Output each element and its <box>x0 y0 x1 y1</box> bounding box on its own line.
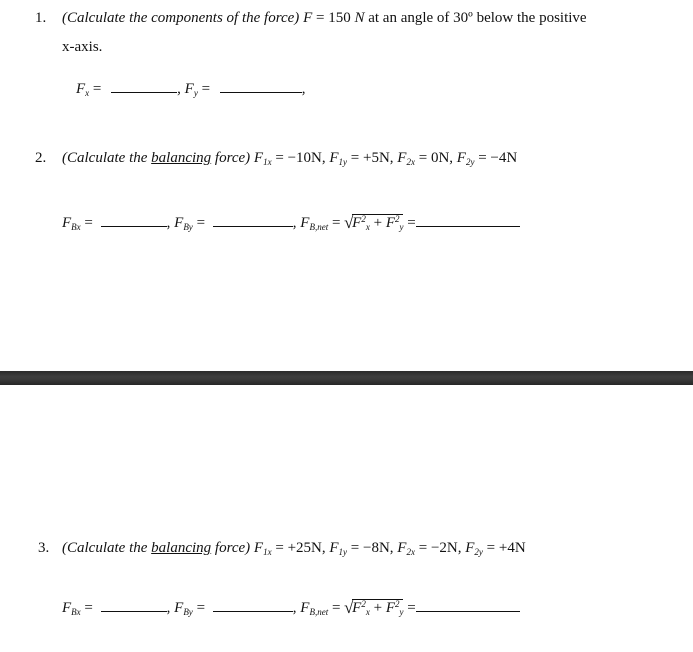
q1-lead: (Calculate the components of the force) <box>62 10 300 26</box>
q2-sqrt-eq: = <box>407 215 416 231</box>
q1-equals: = <box>315 10 325 26</box>
q2-fby-eq: = <box>196 215 206 231</box>
fx-label: $F_x$ <box>76 81 90 98</box>
q2-f1x-value: −10N, <box>287 150 326 166</box>
q2-fbx-eq: = <box>84 215 93 231</box>
q3-f2y-value: +4N <box>498 540 526 556</box>
q1-number: 1. <box>35 10 47 26</box>
q2-f2x-value: 0N, <box>430 150 454 166</box>
q1-prompt <box>62 11 587 26</box>
q2-eq2: = <box>350 150 360 166</box>
q3-fbnet-label: $F_{B,net}$ <box>300 600 329 617</box>
q2-f2y-value: −4N <box>490 150 518 166</box>
q2-lead-word: balancing <box>151 150 212 166</box>
page-divider <box>0 371 693 385</box>
q2-number: 2. <box>35 150 47 166</box>
q2-fbx-blank[interactable] <box>101 225 167 227</box>
q3-lead-close: force) <box>214 540 251 556</box>
q3-fby-label: $F_{By}$ <box>174 600 193 617</box>
q3-lead-word: balancing <box>151 540 212 556</box>
q3-fbnet-blank[interactable] <box>416 610 520 612</box>
q3-fbx-eq: = <box>84 600 93 616</box>
q2-sqrt-expression: √ $F^2_x + F^2_y$ <box>344 213 404 232</box>
q2-f1y-value: +5N, <box>363 150 394 166</box>
q2-eq3: = <box>418 150 428 166</box>
q2-fbx-label: $F_{Bx}$ <box>62 215 81 232</box>
q3-fbnet-eq: = <box>331 600 341 616</box>
fy-comma: , <box>301 81 306 97</box>
q3-eq1: = <box>275 540 284 556</box>
q3-f2x: $F_{2x}$ <box>397 540 415 557</box>
q3-f2y: $F_{2y}$ <box>465 540 483 557</box>
fx-answer-blank[interactable] <box>111 91 177 93</box>
q3-fby-blank[interactable] <box>213 610 293 612</box>
sqrt-icon: √ <box>344 213 354 232</box>
q3-f2x-value: −2N, <box>430 540 462 556</box>
fy-answer-blank[interactable] <box>220 91 302 93</box>
q2-fbnet-blank[interactable] <box>416 225 520 227</box>
fy-label: $F_y$ <box>184 81 198 98</box>
fy-equals: = <box>201 81 211 97</box>
q3-f1y: $F_{1y}$ <box>329 540 348 557</box>
q3-eq3: = <box>418 540 428 556</box>
q3-f1y-value: −8N, <box>363 540 394 556</box>
q3-fby-eq: = <box>196 600 206 616</box>
q2-answer-line <box>62 213 520 232</box>
q3-lead-open: (Calculate the <box>62 540 148 556</box>
q2-comma2: , <box>292 215 297 231</box>
q1-answer-line <box>76 82 306 97</box>
q3-eq4: = <box>486 540 496 556</box>
q2-eq1: = <box>275 150 284 166</box>
q2-eq4: = <box>478 150 487 166</box>
q2-lead-open: (Calculate the <box>62 150 148 166</box>
q2-fby-label: $F_{By}$ <box>174 215 193 232</box>
q3-fbx-blank[interactable] <box>101 610 167 612</box>
fx-equals: = <box>92 81 102 97</box>
q3-eq2: = <box>350 540 360 556</box>
q3-fbx-label: $F_{Bx}$ <box>62 600 81 617</box>
sqrt-icon: √ <box>344 598 354 617</box>
q2-f2x: $F_{2x}$ <box>397 150 415 167</box>
q3-sqrt-expression: √ $F^2_x + F^2_y$ <box>344 598 404 617</box>
q2-fby-blank[interactable] <box>213 225 293 227</box>
q3-prompt <box>62 541 526 556</box>
q3-comma1: , <box>166 600 171 616</box>
q2-f1y: $F_{1y}$ <box>329 150 348 167</box>
q2-f1x: $F_{1x}$ <box>253 150 272 167</box>
fx-comma: , <box>177 81 181 97</box>
q3-sqrt-eq: = <box>407 600 416 616</box>
q2-lead-close: force) <box>214 150 251 166</box>
q1-angle-text: at an angle of 30º below the positive <box>368 10 587 26</box>
q2-prompt <box>62 151 517 166</box>
q1-line2: x-axis. <box>62 39 103 55</box>
q2-comma1: , <box>166 215 171 231</box>
q3-f1x-value: +25N, <box>287 540 326 556</box>
q3-number: 3. <box>38 540 50 556</box>
q2-fbnet-eq: = <box>331 215 341 231</box>
q1-force-unit: N <box>354 10 365 26</box>
q3-answer-line <box>62 598 520 617</box>
q2-fbnet-label: $F_{B,net}$ <box>300 215 329 232</box>
q1-force-symbol: F <box>303 10 313 26</box>
q3-comma2: , <box>292 600 297 616</box>
q1-force-value: 150 <box>328 10 351 26</box>
q3-f1x: $F_{1x}$ <box>253 540 272 557</box>
q2-f2y: $F_{2y}$ <box>456 150 475 167</box>
